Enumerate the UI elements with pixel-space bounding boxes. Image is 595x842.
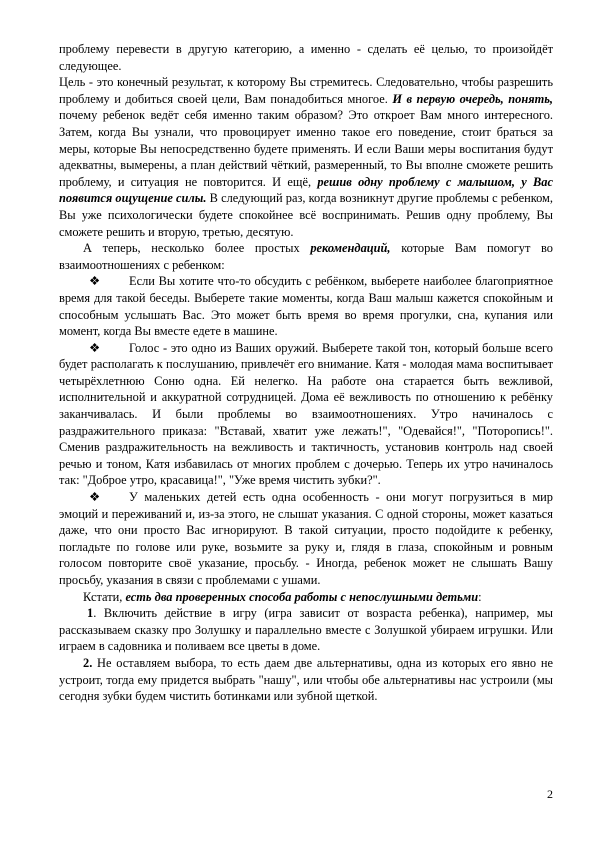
text-run: А теперь, несколько более простых bbox=[83, 241, 311, 256]
bullet-icon: ❖ bbox=[89, 490, 101, 505]
emphasis-text: решив одну проблему с малышом, у Вас появится ощущение силы. bbox=[59, 174, 553, 206]
text-run: В следующий раз, когда возникнут другие проблемы с ребенком, Вы уже психологически будете спокойнее всё воспринимать. Решив одну проблему, Вы сможете решить и вторую, третью, десятую. bbox=[59, 191, 553, 239]
bullet-icon: ❖ bbox=[89, 340, 101, 355]
method-text: . Включить действие в игру (игра зависит от возраста ребенка), например, мы рассказываем сказку про Золушку и параллельно вместе с Золушкой убираем игрушки. Или играем в садовника и поливаем все цветы в доме. bbox=[59, 606, 553, 654]
method-item-2 bbox=[59, 655, 553, 705]
document-page bbox=[59, 41, 553, 705]
paragraph-recommendations bbox=[59, 240, 553, 273]
bullet-item bbox=[59, 489, 553, 589]
bullet-icon: ❖ bbox=[89, 274, 101, 289]
method-number: 2. bbox=[83, 655, 93, 670]
emphasis-text: И в первую очередь, понять, bbox=[392, 91, 553, 106]
text-run: которые Вам помогут во взаимоотношениях с ребенком: bbox=[59, 241, 553, 272]
emphasis-text: есть два проверенных способа работы с непослушными детьми bbox=[125, 589, 479, 604]
bullet-text: Голос - это одно из Ваших оружий. Выберете такой тон, который больше всего будет располагать к послушанию, привлечёт его внимание. Катя - молодая мама воспитывает четырёхлетнюю Соню одна. Ей нелегко. На работе она старается быть вежливой, исполнительной и аккуратной сотрудницей. Дома её вежливость по отношению к ребёнку заканчивалась. И были проблемы во взаимоотношениях. Утро начиналось с раздражительного приказа: "Вставай, хватит уже лежать!", "Одевайся!", "Поторопись!". Сменив раздражительность на вежливость и тактичность, установив контроль над своей речью и тоном, Катя избавилась от многих проблем с дочерью. Теперь их утро начиналось так: "Доброе утро, красавица!", "Уже время чистить зубки?". bbox=[59, 340, 553, 488]
text-run: почему ребенок ведёт себя именно таким образом? Это откроет Вам много интересного. Затем, когда Вы узнали, что провоцирует именно такое его поведение, стоит браться за меры, которые Вы непосредственно будете применять. И если Ваши меры воспитания будут адекватны, вымерены, а план действий чёткий, размеренный, то Вы вполне сможете решить проблему, и ситуация не повторится. И ещё, bbox=[59, 108, 553, 189]
bullet-item bbox=[59, 273, 553, 339]
method-number: 1 bbox=[87, 606, 94, 621]
bullet-text: У маленьких детей есть одна особенность - они могут погрузиться в мир эмоций и переживаний и, из-за этого, не слышат указания. С одной стороны, может казаться даже, что они просто Вас игнорируют. В такой ситуации, просто подойдите к ребенку, погладьте по голове или руке, возьмите за руку и, глядя в глаза, спокойным и ровным голосом повторите своё указание, просьбу. - Иногда, ребенок может не слышать Вашу просьбу, указания в связи с проблемами с ушами. bbox=[59, 490, 553, 587]
emphasis-text: рекомендаций, bbox=[310, 241, 391, 256]
text-run: Цель - это конечный результат, к которому Вы стремитесь. Следовательно, чтобы разрешить проблему и добиться своей цели, Вам понадобиться многое. bbox=[59, 75, 553, 106]
text-run: : bbox=[478, 589, 482, 604]
page-number: 2 bbox=[547, 787, 553, 801]
method-text: Не оставляем выбора, то есть даем две альтернативы, одна из которых его явно не устроит, тогда ему придется выбрать "нашу", или чтобы обе альтернативы нас устроили (мы сегодня зубки будем чистить ботинками или зубной щеткой. bbox=[59, 655, 553, 704]
method-item-1 bbox=[59, 605, 553, 655]
bullet-text: Если Вы хотите что-то обсудить с ребёнком, выберете наиболее благоприятное время для такой беседы. Выберете такие моменты, когда Ваш малыш кажется спокойным и способным услышать Вас. Это может быть время во время прогулки, сна, купания или момент, когда Вы вместе едете в машине. bbox=[59, 274, 553, 339]
paragraph-methods-intro bbox=[59, 589, 553, 606]
text-run: Кстати, bbox=[83, 589, 126, 604]
paragraph-line: проблему перевести в другую категорию, а именно - сделать её целью, то произойдёт следующее. bbox=[59, 42, 553, 73]
paragraph-goal bbox=[59, 41, 553, 240]
bullet-item bbox=[59, 340, 553, 489]
